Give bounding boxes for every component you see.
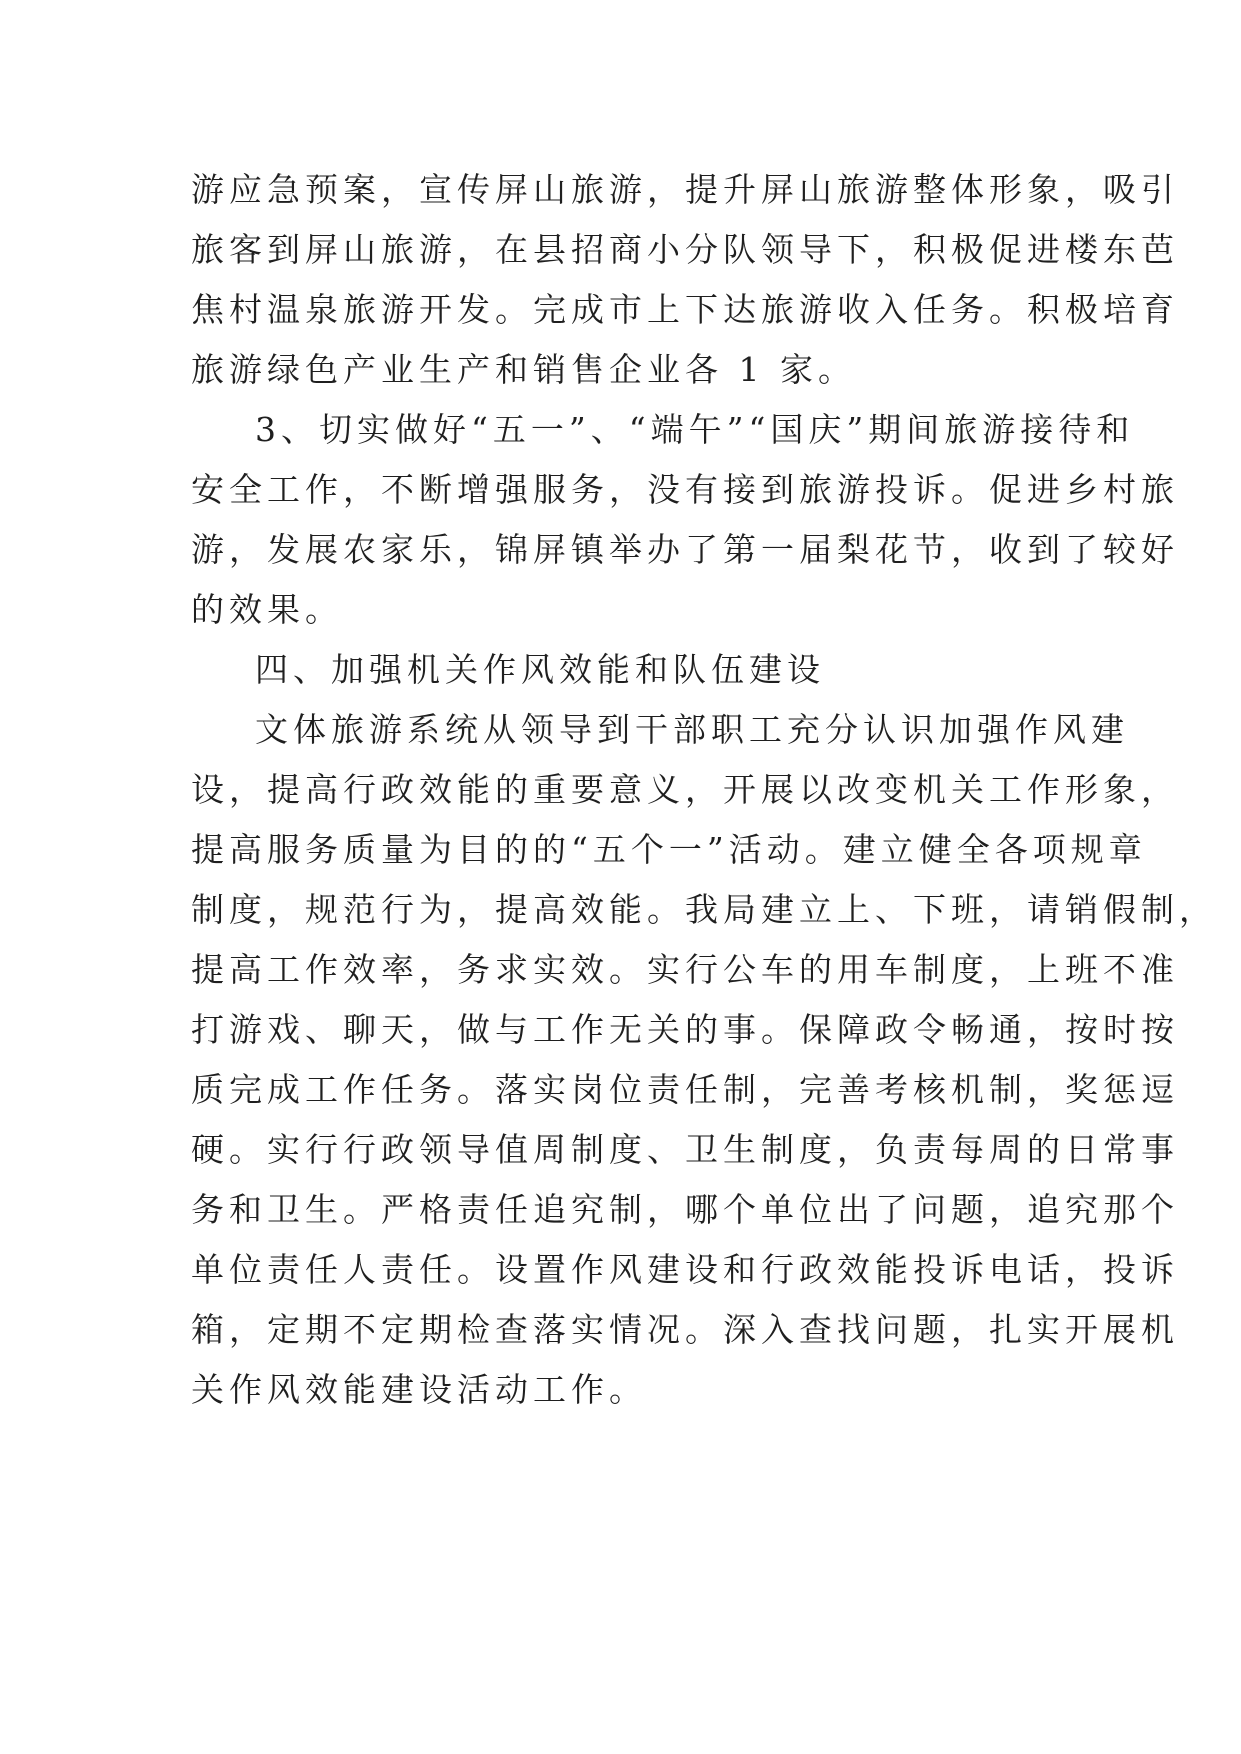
text-line: 提高服务质量为目的的“五个一”活动。建立健全各项规章: [191, 830, 1147, 869]
text-line: 旅客到屏山旅游，在县招商小分队领导下，积极促进楼东芭: [191, 230, 1179, 269]
text-line: 箱，定期不定期检查落实情况。深入查找问题，扎实开展机: [191, 1310, 1179, 1349]
text-line: 打游戏、聊天，做与工作无关的事。保障政令畅通，按时按: [191, 1010, 1179, 1049]
text-line: 游，发展农家乐，锦屏镇举办了第一届梨花节，收到了较好: [191, 530, 1179, 569]
text-line: 旅游绿色产业生产和销售企业各 1 家。: [191, 350, 856, 389]
text-line: 四、加强机关作风效能和队伍建设: [255, 650, 825, 689]
text-line: 单位责任人责任。设置作风建设和行政效能投诉电话，投诉: [191, 1250, 1179, 1289]
text-line: 游应急预案，宣传屏山旅游，提升屏山旅游整体形象，吸引: [191, 170, 1179, 209]
text-line: 务和卫生。严格责任追究制，哪个单位出了问题，追究那个: [191, 1190, 1179, 1229]
text-line: 文体旅游系统从领导到干部职工充分认识加强作风建: [255, 710, 1129, 749]
document-body: [191, 160, 1217, 1420]
text-line: 制度，规范行为，提高效能。我局建立上、下班，请销假制，: [191, 890, 1217, 929]
text-line: 3、切实做好“五一”、“端午”“国庆”期间旅游接待和: [255, 410, 1135, 449]
text-line: 焦村温泉旅游开发。完成市上下达旅游收入任务。积极培育: [191, 290, 1179, 329]
text-line: 设，提高行政效能的重要意义，开展以改变机关工作形象，: [191, 770, 1179, 809]
text-line: 关作风效能建设活动工作。: [191, 1370, 647, 1409]
text-line: 提高工作效率，务求实效。实行公车的用车制度，上班不准: [191, 950, 1179, 989]
text-line: 质完成工作任务。落实岗位责任制，完善考核机制，奖惩逗: [191, 1070, 1179, 1109]
text-line: 的效果。: [191, 590, 343, 629]
text-line: 安全工作，不断增强服务，没有接到旅游投诉。促进乡村旅: [191, 470, 1179, 509]
text-line: 硬。实行行政领导值周制度、卫生制度，负责每周的日常事: [191, 1130, 1179, 1169]
